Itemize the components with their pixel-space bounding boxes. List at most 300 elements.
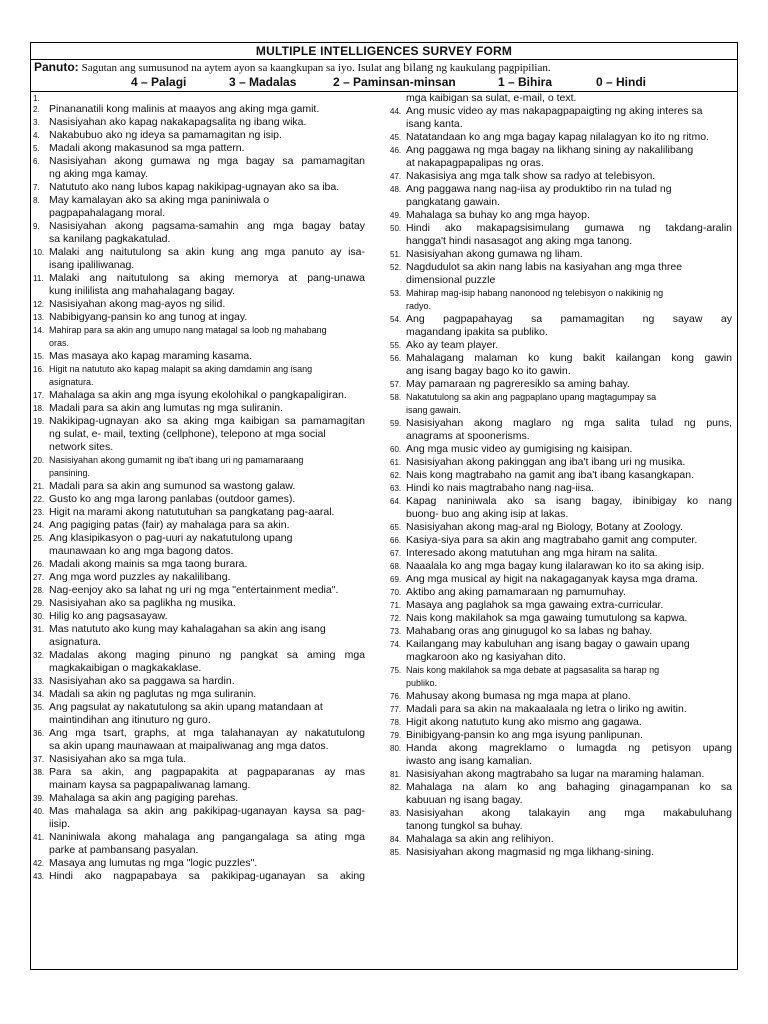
survey-item <box>390 183 732 209</box>
survey-item <box>33 350 365 363</box>
item-number: 35. <box>33 703 45 712</box>
survey-item <box>33 454 365 480</box>
item-text: Nasisiyahan ako kapag nakakapagsalita ng ibang wika. <box>49 116 307 128</box>
survey-item <box>390 417 732 443</box>
item-number: 38. <box>33 768 45 777</box>
item-number: 16. <box>33 365 45 374</box>
item-number: 39. <box>33 794 45 803</box>
survey-item <box>33 298 365 311</box>
item-text: asignatura. <box>49 636 101 648</box>
scale-option-0: 0 – Hindi <box>596 75 647 89</box>
item-text: Mahalagang malaman ko kung bakit kailangan kong gawin <box>406 352 732 364</box>
item-text: Ako ay team player. <box>406 339 499 351</box>
item-number: 84. <box>390 835 402 844</box>
survey-item <box>390 495 732 521</box>
item-number: 22. <box>33 495 45 504</box>
survey-item <box>390 560 732 573</box>
item-text: Madali para sa akin ang lumutas ng mga suliranin. <box>49 402 284 414</box>
item-text: Masaya ang lumutas ng mga "logic puzzles". <box>49 857 258 869</box>
item-text: parke at pambansang pasyalan. <box>49 844 199 856</box>
item-number: 37. <box>33 755 45 764</box>
item-text: Kasiya-siya para sa akin ang magtrabaho gamit ang computer. <box>406 534 698 546</box>
survey-item <box>390 248 732 261</box>
item-text: Madali para sa akin na makaalaala ng letra o liriko ng awitin. <box>406 703 687 715</box>
item-number: 43. <box>33 872 45 881</box>
form-title: MULTIPLE INTELLIGENCES SURVEY FORM <box>31 43 737 60</box>
item-number: 73. <box>390 627 402 636</box>
item-text: Kailangang may kabuluhan ang isang bagay o gawain upang <box>406 638 690 650</box>
item-number: 17. <box>33 391 45 400</box>
item-number: 3. <box>33 118 40 127</box>
item-number: 19. <box>33 417 45 426</box>
item-number: 82. <box>390 783 402 792</box>
survey-item <box>390 638 732 664</box>
item-text: Gusto ko ang mga larong panlabas (outdoor games). <box>49 493 296 505</box>
survey-item <box>390 313 732 339</box>
survey-item <box>33 623 365 649</box>
survey-item <box>33 519 365 532</box>
item-text: Madali akong mainis sa mga taong burara. <box>49 558 248 570</box>
item-number: 34. <box>33 690 45 699</box>
item-text: kung inililista ang mahahalagang bagay. <box>49 285 236 297</box>
item-text: oras. <box>49 338 70 348</box>
item-text: Higit na marami akong natututuhan sa pangkatang pag-aaral. <box>49 506 335 518</box>
survey-item <box>390 469 732 482</box>
item-text: Mahalaga sa buhay ko ang mga hayop. <box>406 209 590 221</box>
items-column-left <box>33 92 365 883</box>
item-text: Nasisiyahan akong magmasid ng mga likhang-sining. <box>406 846 655 858</box>
item-number: 49. <box>390 211 402 220</box>
item-number: 79. <box>390 731 402 740</box>
item-text: Nasisiyahan akong maglaro ng mga salita tulad ng puns, <box>406 417 732 429</box>
survey-item <box>33 766 365 792</box>
item-text: dimensional puzzle <box>406 274 496 286</box>
item-text: kabuuan ng isang bagay. <box>406 794 523 806</box>
item-text: anagrams at spoonerisms. <box>406 430 530 442</box>
survey-item <box>33 701 365 727</box>
survey-item <box>33 558 365 571</box>
item-number: 63. <box>390 484 402 493</box>
item-number: 14. <box>33 326 45 335</box>
survey-item <box>390 131 732 144</box>
item-number: 25. <box>33 534 45 543</box>
item-text: iisip. <box>49 818 71 830</box>
item-number: 18. <box>33 404 45 413</box>
survey-item <box>33 363 365 389</box>
item-number: 7. <box>33 183 40 192</box>
item-text: ng aking mga kamay. <box>49 168 149 180</box>
survey-item <box>33 571 365 584</box>
survey-item <box>33 155 365 181</box>
item-text: Nasisiyahan akong pagsama-samahin ang mga bagay batay <box>49 220 365 232</box>
item-number: 9. <box>33 222 40 231</box>
item-text: Malaki ang naitutulong sa aking memorya at pang-unawa <box>49 272 365 284</box>
item-number: 53. <box>390 289 402 298</box>
item-number: 75. <box>390 666 402 675</box>
survey-item <box>390 339 732 352</box>
survey-item <box>33 402 365 415</box>
survey-item <box>33 584 365 597</box>
survey-item <box>33 506 365 519</box>
item-number: 71. <box>390 601 402 610</box>
item-number: 67. <box>390 549 402 558</box>
item-number: 74. <box>390 640 402 649</box>
item-number: 70. <box>390 588 402 597</box>
survey-item <box>390 144 732 170</box>
item-text: Nais kong magtrabaho na gamit ang iba't ibang kasangkapan. <box>406 469 695 481</box>
item-text: Nasisiyahan ako sa mga tula. <box>49 753 187 765</box>
item-text: sa kanilang pagkakatulad. <box>49 233 171 245</box>
survey-item <box>33 675 365 688</box>
item-text: magkaroon ako ng kasiyahan dito. <box>406 651 566 663</box>
instructions-bold: bilang <box>403 60 434 74</box>
survey-item <box>390 807 732 833</box>
item-text: Madali sa akin ng paglutas ng mga suliranin. <box>49 688 257 700</box>
item-number: 72. <box>390 614 402 623</box>
item-text: Ang mga musical ay higit na nakagaganyak kaysa mga drama. <box>406 573 698 585</box>
survey-item <box>33 792 365 805</box>
survey-item <box>33 753 365 766</box>
item-text: Natatandaan ko ang mga bagay kapag nilalagyan ko ito ng ritmo. <box>406 131 709 143</box>
item-number: 47. <box>390 172 402 181</box>
rating-scale <box>31 74 737 92</box>
survey-item <box>390 599 732 612</box>
survey-item <box>390 209 732 222</box>
survey-item <box>33 220 365 246</box>
survey-item <box>33 181 365 194</box>
scale-option-4: 4 – Palagi <box>131 75 187 89</box>
item-text: Ang klasipikasyon o pag-uuri ay nakatutulong upang <box>49 532 293 544</box>
survey-item <box>33 688 365 701</box>
survey-item <box>390 729 732 742</box>
survey-item <box>33 194 365 220</box>
survey-item <box>390 742 732 768</box>
item-number: 42. <box>33 859 45 868</box>
item-text: Nais kong makilahok sa mga debate at pagsasalita sa harap ng <box>406 665 660 675</box>
item-text: Pinananatili kong malinis at maayos ang aking mga gamit. <box>49 103 320 115</box>
survey-item <box>33 532 365 558</box>
item-text: Nakasisiya ang mga talk show sa radyo at telebisyon. <box>406 170 656 182</box>
item-text: pangkatang gawain. <box>406 196 500 208</box>
item-text: Nais kong makilahok sa mga gawaing tumutulong sa kapwa. <box>406 612 688 624</box>
item-text: Madali para sa akin ang sumunod sa wastong galaw. <box>49 480 296 492</box>
item-number: 76. <box>390 692 402 701</box>
item-text: Naaalala ko ang mga bagay kung ilalarawan ko ito sa aking isip. <box>406 560 705 572</box>
survey-item <box>390 456 732 469</box>
item-text: Nasisiyahan akong mag-aral ng Biology, Botany at Zoology. <box>406 521 683 533</box>
item-text: magkakaibigan o magkakaklase. <box>49 662 202 674</box>
survey-item <box>390 664 732 690</box>
item-text: Nasisiyahan akong gumamit ng iba't ibang uri ng pamamaraang <box>49 455 304 465</box>
survey-form <box>30 42 738 970</box>
item-number: 81. <box>390 770 402 779</box>
item-text: Hilig ko ang pagsasayaw. <box>49 610 168 622</box>
item-number: 58. <box>390 393 402 402</box>
survey-item <box>33 324 365 350</box>
item-text: magandang ipakita sa publiko. <box>406 326 548 338</box>
item-text: Kapag naniniwala ako sa isang bagay, ibinibigay ko nang <box>406 495 732 507</box>
survey-item <box>33 649 365 675</box>
item-text: ng sulat, e- mail, texting (cellphone), telepono at mga social <box>49 428 326 440</box>
item-text: Mahirap mag-isip habang nanonood ng telebisyon o nakikinig ng <box>406 288 664 298</box>
item-text: Mahalaga sa akin ang relihiyon. <box>406 833 554 845</box>
item-number: 31. <box>33 625 45 634</box>
survey-item <box>390 625 732 638</box>
survey-item <box>390 547 732 560</box>
item-number: 83. <box>390 809 402 818</box>
survey-item <box>390 482 732 495</box>
item-text: ang isang bagay bago ko ito gawin. <box>406 365 571 377</box>
scale-option-3: 3 – Madalas <box>229 75 297 89</box>
item-number: 24. <box>33 521 45 530</box>
survey-item <box>33 870 365 883</box>
item-number: 85. <box>390 848 402 857</box>
item-number: 56. <box>390 354 402 363</box>
item-text: Nasisiyahan akong gumawa ng liham. <box>406 248 583 260</box>
item-number: 1. <box>33 94 40 103</box>
item-number: 33. <box>33 677 45 686</box>
instructions-text-2: ng kaukulang pagpipilian. <box>436 62 551 74</box>
survey-item <box>390 846 732 859</box>
item-text: Mas masaya ako kapag maraming kasama. <box>49 350 253 362</box>
item-text: isang kanta. <box>406 118 463 130</box>
item-number: 61. <box>390 458 402 467</box>
item-text: sa akin upang maunawaan at maipaliwanag ang mga datos. <box>49 740 329 752</box>
item-number: 54. <box>390 315 402 324</box>
item-text: asignatura. <box>49 377 94 387</box>
item-number: 28. <box>33 586 45 595</box>
item-text: network sites. <box>49 441 114 453</box>
item-text: at nakapagpapalipas ng oras. <box>406 157 544 169</box>
item-text: Nabibigyang-pansin ko ang tunog at ingay. <box>49 311 248 323</box>
item-number: 69. <box>390 575 402 584</box>
survey-item <box>33 857 365 870</box>
item-number: 5. <box>33 144 40 153</box>
survey-item <box>390 690 732 703</box>
item-text: Ang music video ay mas nakapagpapaigting ng aking interes sa <box>406 105 703 117</box>
survey-item <box>390 781 732 807</box>
item-text: mga kaibigan sa sulat, e-mail, o text. <box>406 92 577 104</box>
item-text: Ang pagiging patas (fair) ay mahalaga para sa akin. <box>49 519 290 531</box>
item-number: 20. <box>33 456 45 465</box>
survey-item <box>390 222 732 248</box>
item-text: Ang mga music video ay gumigising ng kaisipan. <box>406 443 633 455</box>
item-text: Mahusay akong bumasa ng mga mapa at plano. <box>406 690 631 702</box>
survey-item <box>33 129 365 142</box>
item-text: Madali akong makasunod sa mga pattern. <box>49 142 245 154</box>
item-number: 30. <box>33 612 45 621</box>
item-number: 77. <box>390 705 402 714</box>
survey-item <box>33 727 365 753</box>
item-text: Ang pagpapahayag sa pamamagitan ng sayaw ay <box>406 313 732 325</box>
item-number: 10. <box>33 248 45 257</box>
survey-item <box>390 586 732 599</box>
item-text: publiko. <box>406 678 438 688</box>
scale-option-2: 2 – Paminsan-minsan <box>333 75 456 89</box>
item-text: Hindi ako nagpapabaya sa pakikipag-uganayan sa aking <box>49 870 365 882</box>
item-text: Masaya ang paglahok sa mga gawaing extra-curricular. <box>406 599 664 611</box>
instructions-text-1: Sagutan ang sumusunod na aytem ayon sa kaangkupan sa iyo. Isulat ang <box>81 62 401 74</box>
items-column-right <box>390 92 732 859</box>
item-text: Malaki ang naitutulong sa akin kung ang mga panuto ay isa- <box>49 246 365 258</box>
item-number: 27. <box>33 573 45 582</box>
survey-item <box>33 103 365 116</box>
item-number: 21. <box>33 482 45 491</box>
survey-item <box>33 272 365 298</box>
item-text: Hindi ako makapagsisimulang gumawa ng takdang-aralin <box>406 222 732 234</box>
item-number: 44. <box>390 107 402 116</box>
item-text: Nakatutulong sa akin ang pagpaplano upang magtagumpay sa <box>406 392 657 402</box>
survey-item <box>33 805 365 831</box>
item-number: 55. <box>390 341 402 350</box>
survey-item <box>33 311 365 324</box>
survey-item <box>33 493 365 506</box>
item-text: Handa akong magreklamo o lumagda ng petisyon upang <box>406 742 732 754</box>
item-text: Nagdudulot sa akin nang labis na kasiyahan ang mga three <box>406 261 683 273</box>
item-number: 40. <box>33 807 45 816</box>
item-number: 15. <box>33 352 45 361</box>
item-number: 45. <box>390 133 402 142</box>
instructions <box>31 60 737 74</box>
item-number: 78. <box>390 718 402 727</box>
item-text: Para sa akin, ang pagpapakita at pagpaparanas ay mas <box>49 766 365 778</box>
item-text: Nakikipag-ugnayan ako sa aking mga kaibigan sa pamamagitan <box>49 415 365 427</box>
item-number: 52. <box>390 263 402 272</box>
survey-item <box>33 415 365 454</box>
item-text: Nasisiyahan akong talakayin ang mga makabuluhang <box>406 807 732 819</box>
survey-item <box>390 287 732 313</box>
item-text: Nasisiyahan akong mag-ayos ng silid. <box>49 298 226 310</box>
survey-item <box>390 573 732 586</box>
item-text: radyo. <box>406 301 432 311</box>
item-text: May kamalayan ako sa aking mga paniniwala o <box>49 194 270 206</box>
item-text: pansining. <box>49 468 91 478</box>
item-number: 32. <box>33 651 45 660</box>
item-text: buong- buo ang aking isip at lakas. <box>406 508 569 520</box>
item-text: Aktibo ang aking pamamaraan ng pamumuhay. <box>406 586 626 598</box>
survey-item <box>33 142 365 155</box>
item-number: 65. <box>390 523 402 532</box>
survey-item <box>33 92 365 103</box>
survey-item <box>390 352 732 378</box>
survey-item <box>390 534 732 547</box>
item-text: Natututo ako nang lubos kapag nakikipag-ugnayan ako sa iba. <box>49 181 340 193</box>
item-number: 59. <box>390 419 402 428</box>
item-text: maunawaan ko ang mga bagong datos. <box>49 545 234 557</box>
item-number: 80. <box>390 744 402 753</box>
survey-item <box>390 92 732 105</box>
item-number: 36. <box>33 729 45 738</box>
survey-item <box>390 612 732 625</box>
item-text: maintindihan ang itinuturo ng guro. <box>49 714 211 726</box>
instructions-text <box>82 62 551 74</box>
instructions-label: Panuto: <box>34 60 79 74</box>
item-text: Nasisiyahan akong magtrabaho sa lugar na maraming halaman. <box>406 768 705 780</box>
item-number: 29. <box>33 599 45 608</box>
item-text: Ang paggawa nang nag-iisa ay produktibo rin na tulad ng <box>406 183 672 195</box>
item-number: 64. <box>390 497 402 506</box>
item-number: 26. <box>33 560 45 569</box>
item-number: 13. <box>33 313 45 322</box>
item-number: 12. <box>33 300 45 309</box>
item-number: 50. <box>390 224 402 233</box>
item-number: 2. <box>33 105 40 114</box>
item-text: Nasisiyahan ako sa paggawa sa hardin. <box>49 675 235 687</box>
survey-item <box>390 443 732 456</box>
item-text: Hindi ko nais magtrabaho nang nag-iisa. <box>406 482 594 494</box>
item-text: Mahirap para sa akin ang umupo nang matagal sa loob ng mahabang <box>49 325 327 335</box>
item-text: Madalas akong maging pinuno ng pangkat sa aming mga <box>49 649 365 661</box>
item-text: hangga't hindi nasasagot ang aking mga tanong. <box>406 235 633 247</box>
item-text: Interesado akong matutuhan ang mga hiram na salita. <box>406 547 658 559</box>
item-text: Ang pagsulat ay nakatutulong sa akin upang matandaan at <box>49 701 323 713</box>
item-text: Ang mga word puzzles ay nakalilibang. <box>49 571 231 583</box>
item-text: Nag-eenjoy ako sa lahat ng uri ng mga "entertainment media". <box>49 584 339 596</box>
item-text: Mas mahalaga sa akin ang pakikipag-uganayan kaysa sa pag- <box>49 805 365 817</box>
item-number: 57. <box>390 380 402 389</box>
item-text: iwasto ang isang kamalian. <box>406 755 533 767</box>
item-number: 23. <box>33 508 45 517</box>
item-text: tanong tungkol sa buhay. <box>406 820 523 832</box>
item-number: 6. <box>33 157 40 166</box>
item-text: pagpapahalagang moral. <box>49 207 166 219</box>
item-text: mainam kaysa sa pagpapaliwanag lamang. <box>49 779 251 791</box>
survey-item <box>390 105 732 131</box>
item-text: Binibigyang-pansin ko ang mga isyung panlipunan. <box>406 729 643 741</box>
item-text: Nasisiyahan ako sa paglikha ng musika. <box>49 597 236 609</box>
item-text: Mas natututo ako kung may kahalagahan sa akin ang isang <box>49 623 326 635</box>
item-text: Mahalaga sa akin ang pagiging parehas. <box>49 792 239 804</box>
survey-item <box>390 170 732 183</box>
item-text: Nasisiyahan akong gumawa ng mga bagay sa pamamagitan <box>49 155 365 167</box>
survey-item <box>390 768 732 781</box>
item-number: 46. <box>390 146 402 155</box>
item-text: Nakabubuo ako ng ideya sa pamamagitan ng isip. <box>49 129 282 141</box>
item-text: Ang mga tsart, graphs, at mga talahanayan ay nakatutulong <box>49 727 365 739</box>
item-number: 48. <box>390 185 402 194</box>
item-text: isang gawain. <box>406 405 462 415</box>
survey-item <box>33 597 365 610</box>
item-text: May pamaraan ng pagreresiklo sa aming bahay. <box>406 378 630 390</box>
item-number: 8. <box>33 196 40 205</box>
item-text: Higit akong natututo kung ako mismo ang gagawa. <box>406 716 642 728</box>
item-text: Ang paggawa ng mga bagay na likhang sining ay nakalilibang <box>406 144 694 156</box>
item-number: 66. <box>390 536 402 545</box>
survey-item <box>33 610 365 623</box>
survey-item <box>33 116 365 129</box>
item-text: Mahabang oras ang ginugugol ko sa labas ng bahay. <box>406 625 653 637</box>
item-number: 62. <box>390 471 402 480</box>
item-text: isang ipaliliwanag. <box>49 259 135 271</box>
item-text: Mahalaga na alam ko ang bahaging ginagampanan ko sa <box>406 781 732 793</box>
item-number: 60. <box>390 445 402 454</box>
survey-item <box>390 261 732 287</box>
item-text: Higit na natututo ako kapag malapit sa aking damdamin ang isang <box>49 364 313 374</box>
item-text: Nasisiyahan akong pakinggan ang iba't ibang uri ng musika. <box>406 456 686 468</box>
survey-item <box>390 378 732 391</box>
survey-item <box>390 703 732 716</box>
item-number: 41. <box>33 833 45 842</box>
item-text: Mahalaga sa akin ang mga isyung ekolohikal o pangkapaligiran. <box>49 389 347 401</box>
survey-item <box>33 831 365 857</box>
survey-item <box>33 246 365 272</box>
item-text: Naniniwala akong mahalaga ang pangangalaga sa ating mga <box>49 831 365 843</box>
item-number: 4. <box>33 131 40 140</box>
item-number: 51. <box>390 250 402 259</box>
survey-item <box>390 833 732 846</box>
item-number: 68. <box>390 562 402 571</box>
survey-item <box>33 480 365 493</box>
